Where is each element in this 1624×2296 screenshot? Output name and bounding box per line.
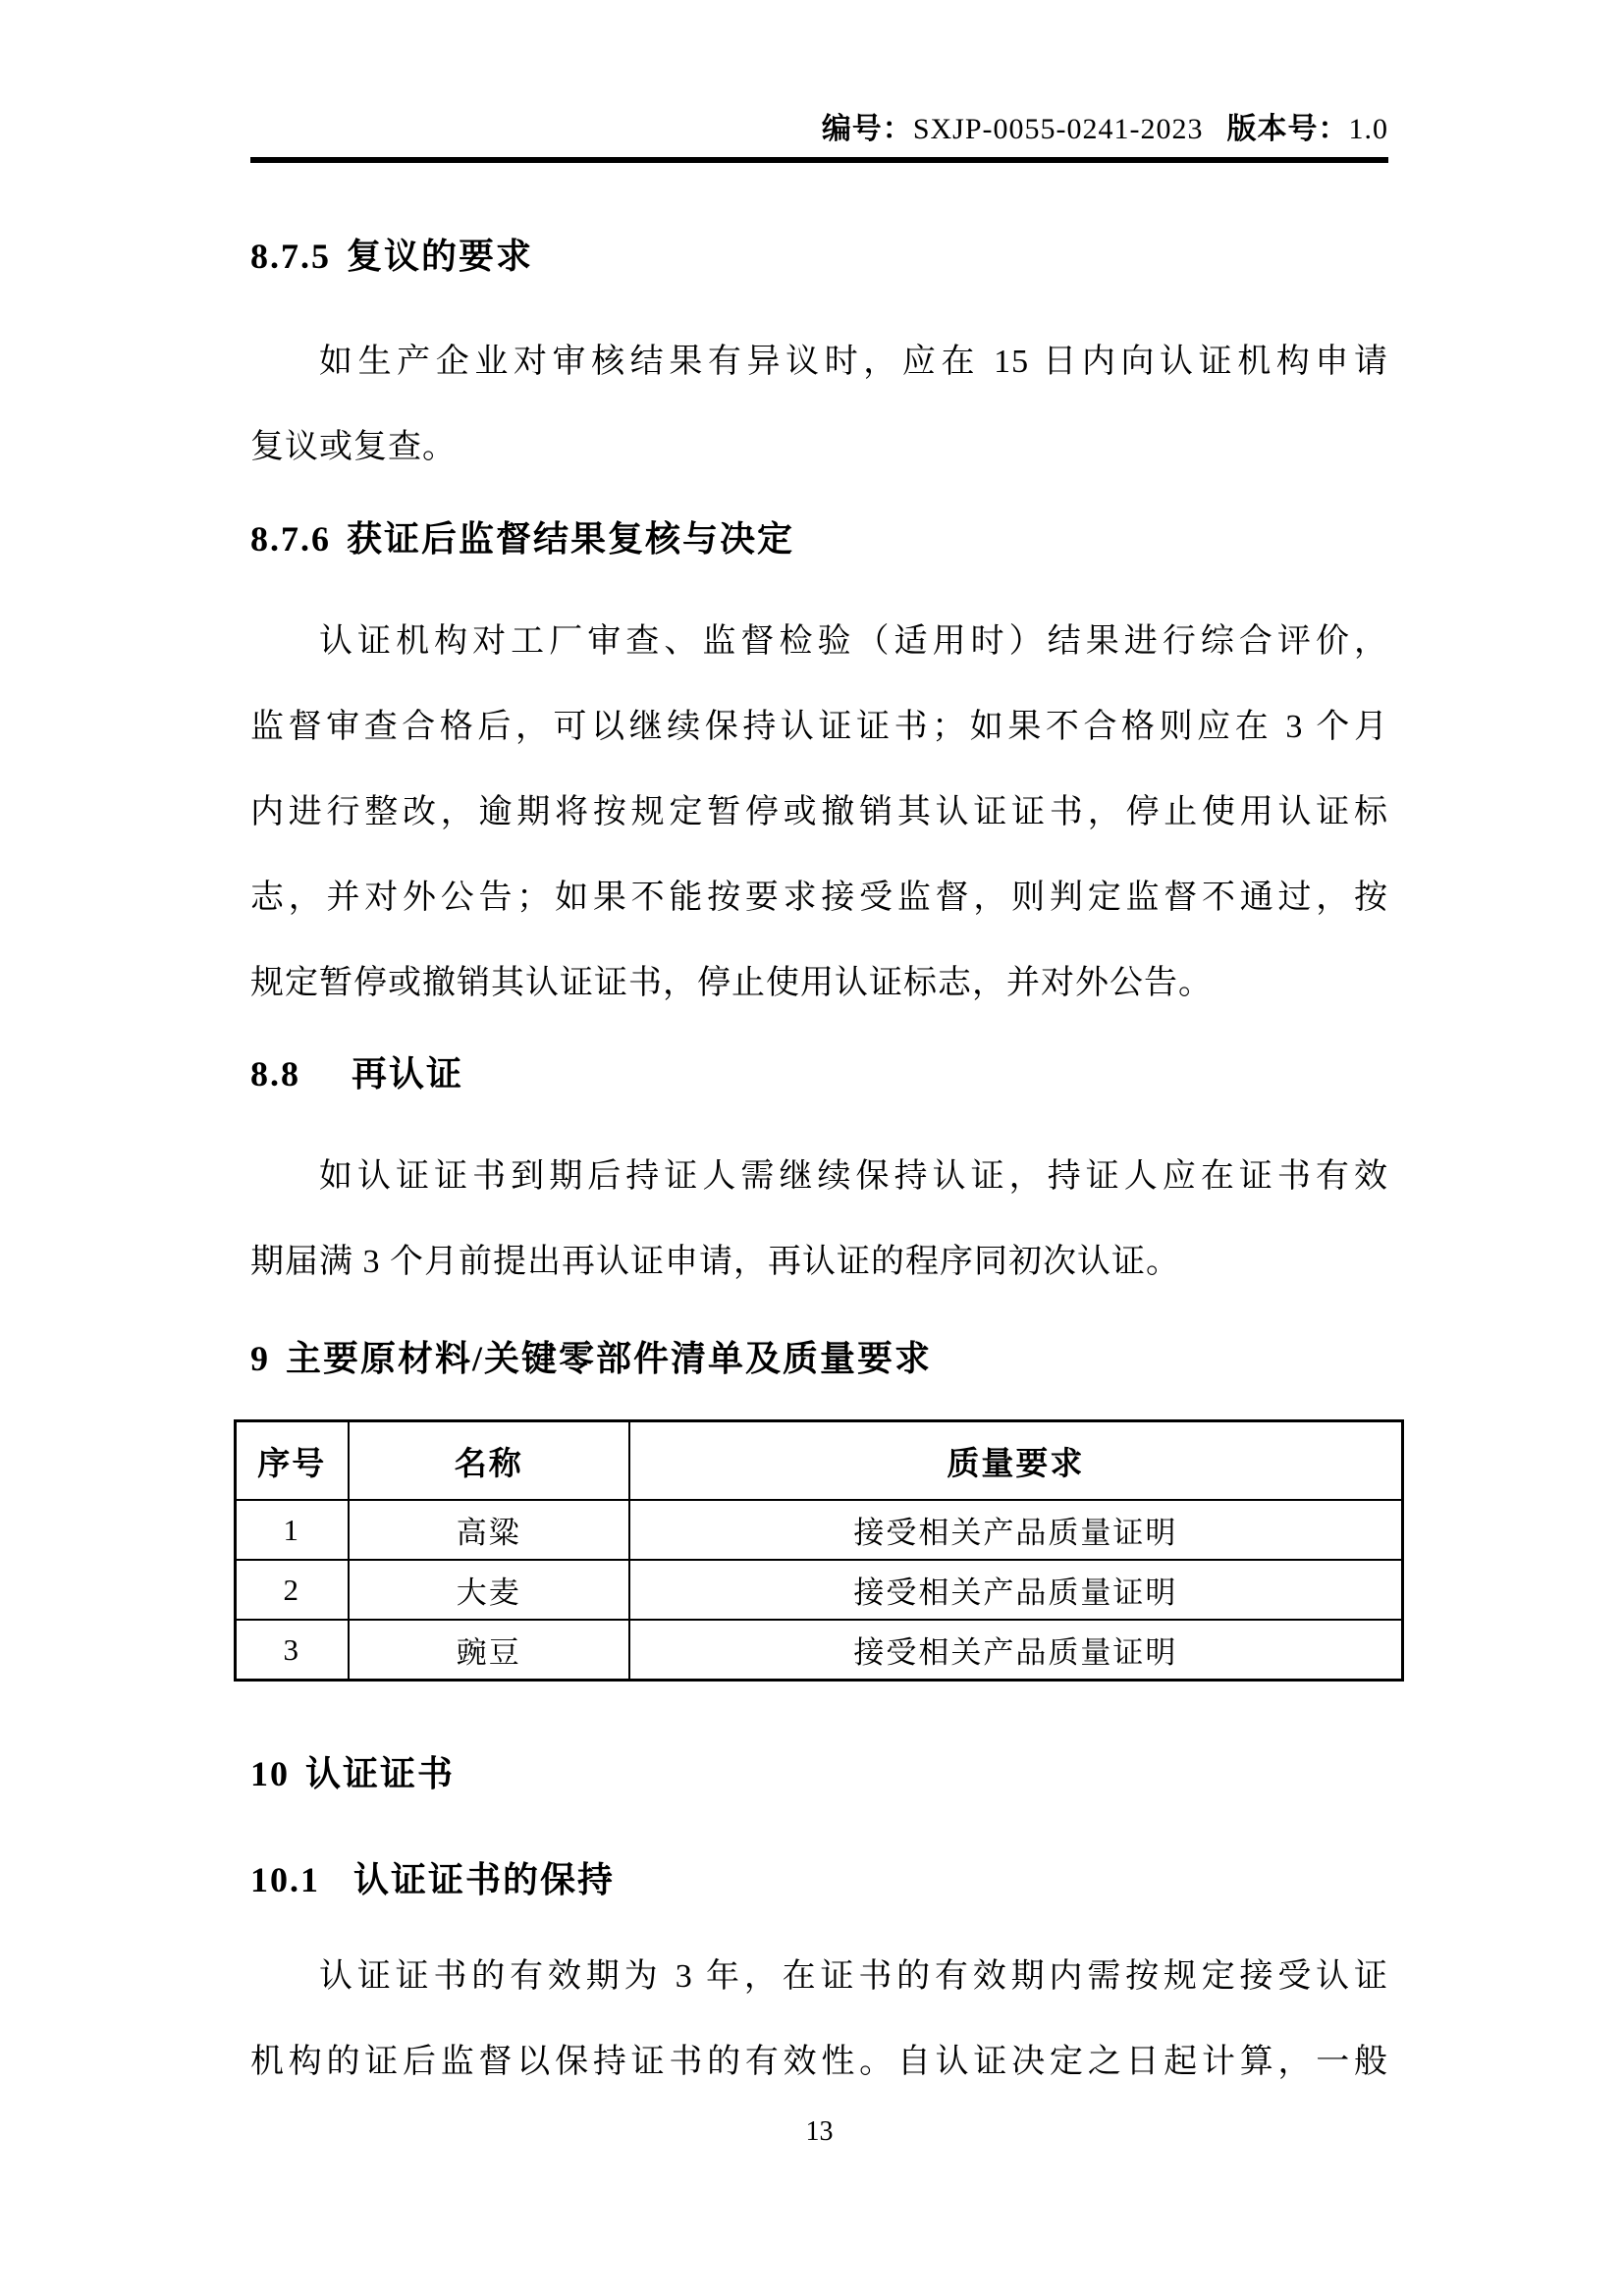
heading-title: 认证证书 <box>305 1754 456 1793</box>
heading-number: 8.7.6 <box>250 519 331 559</box>
cell-no: 2 <box>236 1560 349 1620</box>
text-line: 期届满 3 个月前提出再认证申请，再认证的程序同初次认证。 <box>250 1244 1180 1280</box>
heading-number: 8.8 <box>250 1054 300 1094</box>
text-line: 认证机构对工厂审查、监督检验（适用时）结果进行综合评价， <box>319 623 1388 660</box>
table-row <box>236 1620 1403 1681</box>
heading-title: 再认证 <box>352 1054 464 1094</box>
table-header-row <box>236 1421 1403 1501</box>
heading-title: 复议的要求 <box>347 237 534 276</box>
paragraph-8-7-6 <box>250 599 1388 1026</box>
table-header-name: 名称 <box>349 1421 629 1501</box>
section-heading-8-8 <box>250 1052 1388 1095</box>
table-row <box>236 1560 1403 1620</box>
heading-number: 8.7.5 <box>250 237 331 276</box>
section-heading-9 <box>250 1337 1388 1380</box>
text-line: 认证证书的有效期为 3 年，在证书的有效期内需按规定接受认证 <box>319 1958 1388 1995</box>
cell-req: 接受相关产品质量证明 <box>629 1560 1403 1620</box>
cell-req: 接受相关产品质量证明 <box>629 1500 1403 1560</box>
heading-number: 9 <box>250 1339 270 1378</box>
doc-number-value: SXJP-0055-0241-2023 <box>912 113 1204 145</box>
paragraph-10-1 <box>250 1934 1388 2105</box>
cell-name: 大麦 <box>349 1560 629 1620</box>
doc-number-label: 编号： <box>821 113 913 145</box>
cell-req: 接受相关产品质量证明 <box>629 1620 1403 1681</box>
section-heading-8-7-6 <box>250 517 1388 561</box>
text-line: 志，并对外公告；如果不能按要求接受监督，则判定监督不通过，按 <box>250 880 1388 916</box>
cell-name: 高粱 <box>349 1500 629 1560</box>
cell-name: 豌豆 <box>349 1620 629 1681</box>
text-line: 规定暂停或撤销其认证证书，停止使用认证标志，并对外公告。 <box>250 965 1213 1001</box>
section-heading-10 <box>250 1752 1388 1795</box>
text-line: 如认证证书到期后持证人需继续保持认证，持证人应在证书有效 <box>319 1158 1388 1195</box>
text-line: 如生产企业对审核结果有异议时，应在 15 日内向认证机构申请 <box>319 344 1388 380</box>
text-line: 内进行整改，逾期将按规定暂停或撤销其认证证书，停止使用认证标 <box>250 794 1388 830</box>
paragraph-8-8 <box>250 1134 1388 1305</box>
text-line: 机构的证后监督以保持证书的有效性。自认证决定之日起计算，一般 <box>250 2044 1388 2080</box>
table-header-no: 序号 <box>236 1421 349 1501</box>
text-line: 复议或复查。 <box>250 429 457 465</box>
header-rule <box>250 157 1388 163</box>
heading-number: 10 <box>250 1754 290 1793</box>
doc-header <box>250 110 1388 149</box>
version-value: 1.0 <box>1348 113 1388 145</box>
table-row <box>236 1500 1403 1560</box>
materials-table <box>234 1419 1404 1682</box>
text-line: 监督审查合格后，可以继续保持认证证书；如果不合格则应在 3 个月 <box>250 709 1388 745</box>
section-heading-10-1 <box>250 1858 1388 1901</box>
section-heading-8-7-5 <box>250 235 1388 278</box>
version-label: 版本号： <box>1226 113 1349 145</box>
heading-number: 10.1 <box>250 1860 320 1899</box>
cell-no: 3 <box>236 1620 349 1681</box>
heading-title: 获证后监督结果复核与决定 <box>347 519 795 559</box>
table-header-req: 质量要求 <box>629 1421 1403 1501</box>
cell-no: 1 <box>236 1500 349 1560</box>
page-number: 13 <box>805 2116 834 2147</box>
heading-title: 主要原材料/关键零部件清单及质量要求 <box>286 1339 933 1378</box>
heading-title: 认证证书的保持 <box>353 1860 616 1899</box>
paragraph-8-7-5 <box>250 319 1388 490</box>
